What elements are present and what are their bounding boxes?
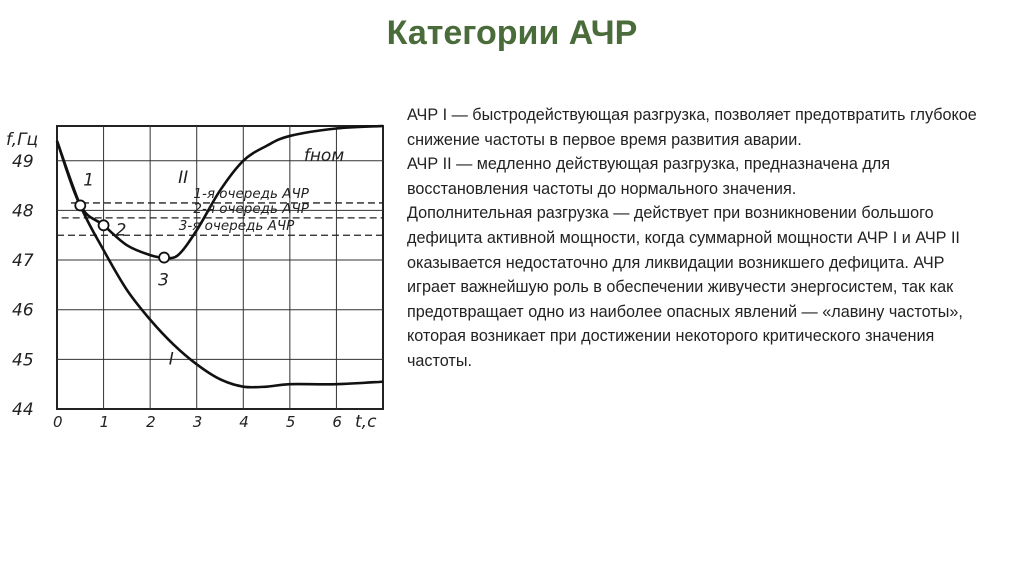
x-tick-label: 1 xyxy=(99,413,110,431)
y-tick-label: 48 xyxy=(12,201,34,222)
slide-title: Категории АЧР xyxy=(386,14,638,52)
y-axis-label: f,Гц xyxy=(6,130,39,150)
x-tick-label: 6 xyxy=(332,413,342,431)
curve-point xyxy=(99,220,109,230)
body-text xyxy=(407,103,977,374)
frequency-chart xyxy=(0,100,395,440)
paragraph-achr-2: АЧР II — медленно действующая разгрузка, предназначена для восстановления частоты до нормального значения. xyxy=(407,155,890,198)
series-label: II xyxy=(178,168,189,189)
y-tick-label: 45 xyxy=(12,350,34,371)
queue-line-label: 3-я очередь АЧР xyxy=(178,218,295,235)
queue-line-label: 2-я очередь АЧР xyxy=(193,200,309,217)
chart-grid xyxy=(57,126,383,409)
series-label: I xyxy=(168,349,174,370)
queue-line-label: 1-я очередь АЧР xyxy=(193,185,309,202)
point-label: 3 xyxy=(158,270,169,291)
y-tick-label: 49 xyxy=(12,151,34,172)
y-tick-label: 46 xyxy=(12,300,34,321)
annotation-fnom: fном xyxy=(303,145,345,166)
chart-frame xyxy=(57,126,383,409)
x-tick-label: 0 xyxy=(53,413,63,431)
x-axis-label: t,c xyxy=(355,412,377,432)
x-tick-label: 2 xyxy=(146,413,156,431)
curve-point xyxy=(159,253,169,263)
series-line xyxy=(57,141,383,387)
y-tick-label: 44 xyxy=(12,400,34,420)
x-tick-label: 3 xyxy=(192,413,203,431)
point-label: 2 xyxy=(115,220,127,241)
y-tick-label: 47 xyxy=(12,251,34,272)
curve-point xyxy=(75,200,85,210)
x-tick-label: 4 xyxy=(239,413,249,431)
chart-labels xyxy=(6,130,377,432)
x-tick-label: 5 xyxy=(285,413,296,431)
paragraph-additional: Дополнительная разгрузка — действует при возникновении большого дефицита активной мощности, когда суммарной мощности АЧР I и АЧР II оказывается недостаточно для ликвидации возникшего дефицита. АЧР играет важнейшую роль в обеспечении живучести энергосистем, так как предотвращает одно из наиболее опасных явлений — «лавину частоты», которая возникает при достижении некоторого критического значения частоты. xyxy=(407,204,963,370)
point-label: 1 xyxy=(83,170,95,191)
paragraph-achr-1: АЧР I — быстродействующая разгрузка, позволяет предотвратить глубокое снижение частоты в первое время развития аварии. xyxy=(407,106,977,149)
